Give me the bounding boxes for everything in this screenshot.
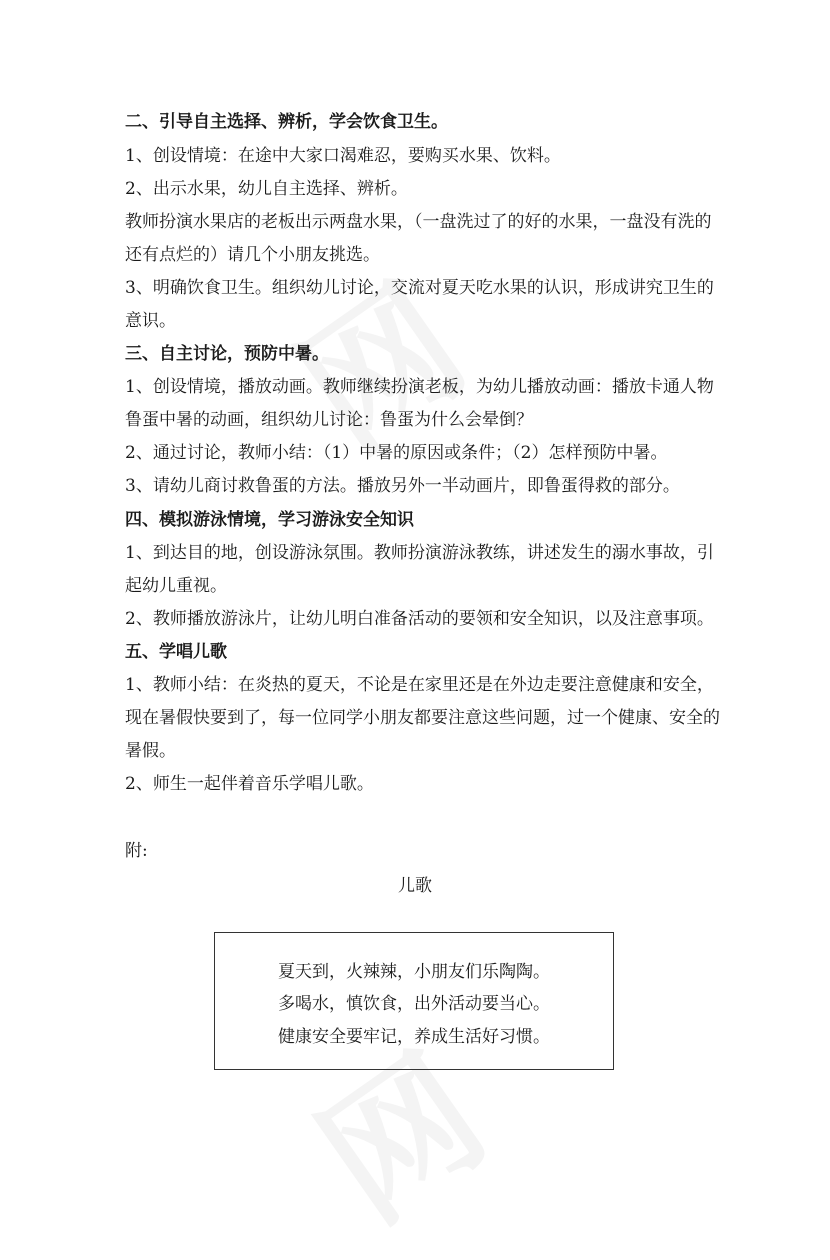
paragraph-line: 教师扮演水果店的老板出示两盘水果，（一盘洗过了的好的水果，一盘没有洗的	[125, 212, 712, 232]
paragraph-line: 3、明确饮食卫生。组织幼儿讨论，交流对夏天吃水果的认识，形成讲究卫生的	[125, 278, 714, 298]
paragraph-line: 2、师生一起伴着音乐学唱儿歌。	[125, 774, 374, 794]
song-line: 夏天到，火辣辣，小朋友们乐陶陶。	[278, 962, 550, 982]
song-line: 健康安全要牢记，养成生活好习惯。	[278, 1027, 550, 1047]
appendix-label: 附:	[125, 841, 148, 861]
section-heading-2: 二、引导自主选择、辨析，学会饮食卫生。	[125, 112, 448, 132]
paragraph-line: 起幼儿重视。	[125, 576, 227, 596]
paragraph-line: 还有点烂的）请几个小朋友挑选。	[125, 245, 380, 265]
paragraph-line: 3、请幼儿商讨救鲁蛋的方法。播放另外一半动画片，即鲁蛋得救的部分。	[125, 476, 680, 496]
paragraph-line: 鲁蛋中暑的动画，组织幼儿讨论：鲁蛋为什么会晕倒？	[125, 410, 533, 430]
song-box	[214, 932, 614, 1070]
paragraph-line: 暑假。	[125, 741, 176, 761]
paragraph-line: 1、到达目的地，创设游泳氛围。教师扮演游泳教练，讲述发生的溺水事故，引	[125, 543, 714, 563]
paragraph-line: 1、创设情境：在途中大家口渴难忍，要购买水果、饮料。	[125, 146, 561, 166]
paragraph-line: 2、教师播放游泳片，让幼儿明白准备活动的要领和安全知识，以及注意事项。	[125, 609, 714, 629]
song-line: 多喝水，慎饮食，出外活动要当心。	[278, 994, 550, 1014]
song-title: 儿歌	[398, 876, 432, 896]
paragraph-line: 意识。	[125, 311, 176, 331]
section-heading-5: 五、学唱儿歌	[125, 642, 227, 662]
paragraph-line: 现在暑假快要到了，每一位同学小朋友都要注意这些问题，过一个健康、安全的	[125, 708, 720, 728]
paragraph-line: 2、出示水果，幼儿自主选择、辨析。	[125, 179, 408, 199]
paragraph-line: 2、通过讨论，教师小结：（1）中暑的原因或条件；（2）怎样预防中暑。	[125, 443, 668, 463]
paragraph-line: 1、创设情境，播放动画。教师继续扮演老板，为幼儿播放动画：播放卡通人物	[125, 377, 714, 397]
paragraph-line: 1、教师小结：在炎热的夏天，不论是在家里还是在外边走要注意健康和安全，	[125, 675, 714, 695]
section-heading-3: 三、自主讨论，预防中暑。	[125, 344, 329, 364]
section-heading-4: 四、模拟游泳情境，学习游泳安全知识	[125, 510, 414, 530]
